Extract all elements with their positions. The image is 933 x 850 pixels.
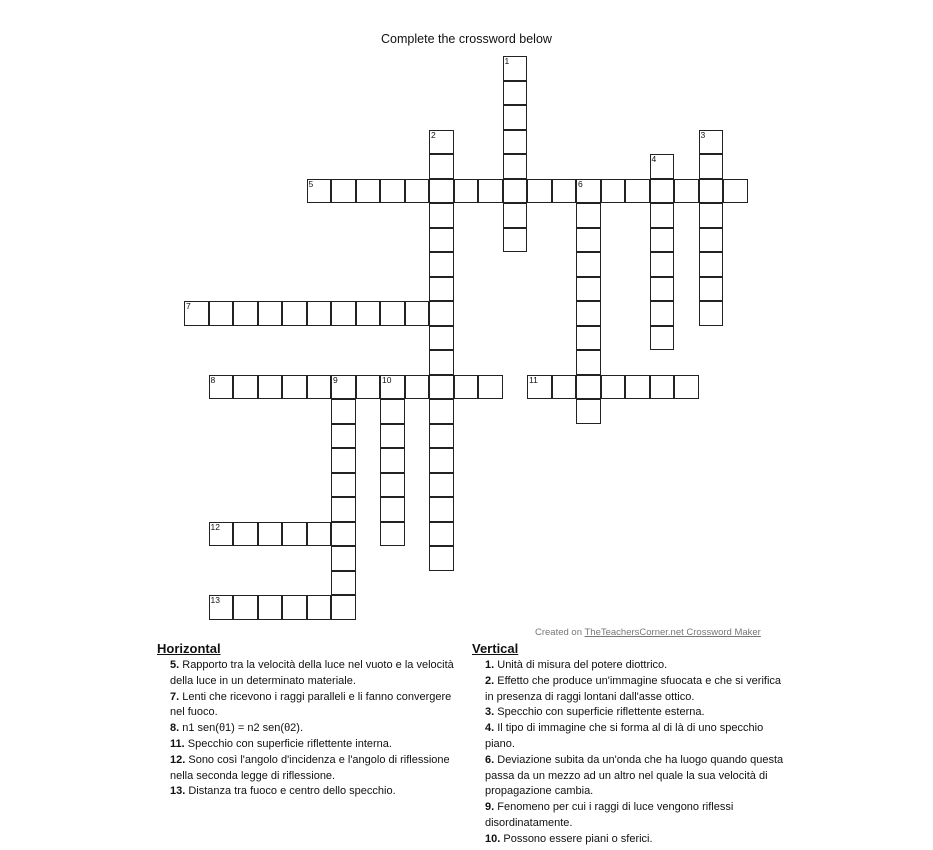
- crossword-cell[interactable]: [307, 301, 332, 326]
- clue-number-label: 1: [504, 56, 510, 66]
- clue-number-label: 10: [382, 374, 392, 385]
- crossword-cell[interactable]: [674, 375, 699, 400]
- crossword-cell[interactable]: [429, 424, 454, 449]
- crossword-cell[interactable]: [258, 375, 283, 400]
- horizontal-clues: [157, 641, 457, 800]
- crossword-cell[interactable]: [576, 228, 601, 253]
- crossword-cell[interactable]: [331, 522, 356, 547]
- clue-number: 6.: [485, 753, 495, 766]
- crossword-cell[interactable]: [209, 595, 234, 620]
- clue-number: 10.: [485, 832, 501, 845]
- crossword-cell[interactable]: [576, 179, 601, 204]
- crossword-cell[interactable]: [699, 179, 724, 204]
- horizontal-heading: Horizontal: [157, 641, 221, 656]
- crossword-cell[interactable]: [429, 228, 454, 253]
- clue-text: Possono essere piani o sferici.: [503, 832, 653, 845]
- crossword-cell[interactable]: [576, 301, 601, 326]
- crossword-cell[interactable]: [429, 497, 454, 522]
- crossword-cell[interactable]: [282, 595, 307, 620]
- crossword-cell[interactable]: [209, 522, 234, 547]
- clue-item: [157, 737, 457, 753]
- clue-item: [472, 753, 792, 800]
- crossword-cell[interactable]: [233, 522, 258, 547]
- crossword-cell[interactable]: [601, 375, 626, 400]
- crossword-cell[interactable]: [233, 375, 258, 400]
- crossword-cell[interactable]: [429, 252, 454, 277]
- crossword-cell[interactable]: [674, 179, 699, 204]
- crossword-cell[interactable]: [380, 522, 405, 547]
- crossword-cell[interactable]: [478, 179, 503, 204]
- crossword-cell[interactable]: [650, 203, 675, 228]
- credit-line: [535, 627, 761, 638]
- crossword-cell[interactable]: [331, 375, 356, 400]
- clue-text: Effetto che produce un'immagine sfuocata e che si verifica in presenza di raggi lontani dall'asse ottico.: [485, 674, 782, 703]
- crossword-cell[interactable]: [356, 179, 381, 204]
- crossword-cell[interactable]: [184, 301, 209, 326]
- crossword-cell[interactable]: [576, 350, 601, 375]
- crossword-cell[interactable]: [527, 179, 552, 204]
- crossword-cell[interactable]: [380, 424, 405, 449]
- clue-number-label: 6: [578, 178, 583, 189]
- crossword-cell[interactable]: [429, 130, 454, 155]
- credit-prefix: Created on: [535, 627, 585, 638]
- clue-number: 12.: [170, 753, 186, 766]
- clue-number-label: 7: [186, 301, 191, 311]
- crossword-cell[interactable]: [380, 375, 405, 400]
- crossword-cell[interactable]: [356, 301, 381, 326]
- crossword-cell[interactable]: [650, 154, 675, 179]
- clue-text: Distanza tra fuoco e centro dello specchio.: [188, 785, 396, 798]
- clue-number: 1.: [485, 659, 495, 671]
- crossword-cell[interactable]: [405, 179, 430, 204]
- crossword-cell[interactable]: [650, 179, 675, 204]
- crossword-cell[interactable]: [503, 81, 528, 106]
- crossword-cell[interactable]: [650, 326, 675, 351]
- crossword-cell[interactable]: [625, 179, 650, 204]
- crossword-cell[interactable]: [503, 105, 528, 130]
- crossword-cell[interactable]: [258, 301, 283, 326]
- clue-text: Il tipo di immagine che si forma al di là di uno specchio piano.: [485, 722, 764, 750]
- clue-number: 8.: [170, 722, 180, 735]
- crossword-cell[interactable]: [380, 399, 405, 424]
- crossword-cell[interactable]: [429, 522, 454, 547]
- crossword-cell[interactable]: [331, 473, 356, 498]
- crossword-cell[interactable]: [429, 473, 454, 498]
- clue-text: Lenti che ricevono i raggi paralleli e li fanno convergere nel fuoco.: [170, 690, 452, 719]
- clue-number: 2.: [485, 674, 495, 687]
- vertical-heading: Vertical: [472, 641, 519, 656]
- clue-number-label: 5: [308, 178, 314, 189]
- clue-text: n1 sen(θ1) = n2 sen(θ2).: [182, 722, 304, 735]
- clue-text: Rapporto tra la velocità della luce nel vuoto e la velocità della luce in un determinato materiale.: [170, 659, 454, 687]
- crossword-cell[interactable]: [380, 473, 405, 498]
- crossword-cell[interactable]: [699, 301, 724, 326]
- crossword-cell[interactable]: [307, 522, 332, 547]
- crossword-cell[interactable]: [307, 375, 332, 400]
- clue-number: 7.: [170, 690, 180, 703]
- crossword-cell[interactable]: [356, 375, 381, 400]
- crossword-cell[interactable]: [503, 130, 528, 155]
- vertical-clue-list: [472, 658, 792, 848]
- crossword-cell[interactable]: [429, 350, 454, 375]
- crossword-cell[interactable]: [380, 448, 405, 473]
- crossword-cell[interactable]: [331, 571, 356, 596]
- crossword-cell[interactable]: [307, 179, 332, 204]
- clue-text: Deviazione subita da un'onda che ha luogo quando questa passa da un mezzo ad un altro nel quale la sua velocità di propagazione cambia.: [485, 753, 784, 798]
- crossword-cell[interactable]: [429, 179, 454, 204]
- crossword-cell[interactable]: [429, 277, 454, 302]
- crossword-cell[interactable]: [650, 277, 675, 302]
- clue-number-label: 2: [431, 129, 436, 140]
- crossword-cell[interactable]: [723, 179, 748, 204]
- crossword-cell[interactable]: [405, 301, 430, 326]
- crossword-cell[interactable]: [209, 301, 234, 326]
- clue-item: [157, 658, 457, 690]
- crossword-cell[interactable]: [650, 252, 675, 277]
- clue-text: Specchio con superficie riflettente esterna.: [497, 706, 705, 719]
- crossword-cell[interactable]: [503, 203, 528, 228]
- crossword-cell[interactable]: [380, 179, 405, 204]
- clue-number: 3.: [485, 706, 495, 719]
- clue-item: [157, 784, 457, 800]
- clue-item: [472, 832, 792, 848]
- crossword-cell[interactable]: [699, 277, 724, 302]
- crossword-cell[interactable]: [380, 497, 405, 522]
- crossword-cell[interactable]: [331, 179, 356, 204]
- crossword-cell[interactable]: [650, 375, 675, 400]
- crossword-cell[interactable]: [576, 375, 601, 400]
- clue-number: 9.: [485, 801, 495, 814]
- clue-item: [157, 690, 457, 722]
- crossword-cell[interactable]: [282, 375, 307, 400]
- crossword-cell[interactable]: [331, 424, 356, 449]
- clue-text: Sono così l'angolo d'incidenza e l'angolo di riflessione nella seconda legge di riflessione.: [170, 753, 450, 782]
- crossword-cell[interactable]: [331, 546, 356, 571]
- clue-number-label: 9: [333, 374, 338, 385]
- clue-number: 11.: [170, 737, 185, 750]
- clue-number: 13.: [170, 785, 186, 798]
- crossword-cell[interactable]: [429, 326, 454, 351]
- crossword-cell[interactable]: [699, 154, 724, 179]
- crossword-cell[interactable]: [576, 399, 601, 424]
- crossword-cell[interactable]: [576, 277, 601, 302]
- crossword-cell[interactable]: [576, 326, 601, 351]
- clue-item: [157, 753, 457, 785]
- clue-number-label: 4: [651, 154, 657, 164]
- crossword-cell[interactable]: [429, 154, 454, 179]
- clue-text: Fenomeno per cui i raggi di luce vengono riflessi disordinatamente.: [485, 801, 734, 829]
- crossword-cell[interactable]: [331, 595, 356, 620]
- crossword-cell[interactable]: [576, 252, 601, 277]
- crossword-cell[interactable]: [503, 56, 528, 81]
- crossword-cell[interactable]: [233, 301, 258, 326]
- crossword-cell[interactable]: [699, 130, 724, 155]
- crossword-cell[interactable]: [429, 375, 454, 400]
- clue-number-label: 13: [210, 595, 220, 605]
- crossword-cell[interactable]: [601, 179, 626, 204]
- clue-number: 5.: [170, 659, 180, 671]
- crossword-cell[interactable]: [380, 301, 405, 326]
- page-title: Complete the crossword below: [381, 32, 552, 46]
- crossword-cell[interactable]: [429, 301, 454, 326]
- crossword-cell[interactable]: [307, 595, 332, 620]
- horizontal-clue-list: [157, 658, 457, 800]
- clue-number-label: 8: [210, 374, 216, 385]
- crossword-cell[interactable]: [454, 375, 479, 400]
- credit-link[interactable]: TheTeachersCorner.net Crossword Maker: [584, 627, 761, 638]
- clue-item: [472, 674, 792, 706]
- crossword-cell[interactable]: [650, 301, 675, 326]
- clue-item: [472, 658, 792, 674]
- clue-text: Specchio con superficie riflettente interna.: [187, 737, 392, 750]
- clue-number-label: 12: [210, 521, 220, 532]
- clue-text: Unità di misura del potere diottrico.: [497, 659, 668, 671]
- clue-item: [472, 705, 792, 721]
- crossword-cell[interactable]: [699, 228, 724, 253]
- crossword-cell[interactable]: [552, 179, 577, 204]
- crossword-cell[interactable]: [503, 179, 528, 204]
- crossword-cell[interactable]: [331, 448, 356, 473]
- crossword-cell[interactable]: [503, 228, 528, 253]
- crossword-cell[interactable]: [625, 375, 650, 400]
- crossword-cell[interactable]: [429, 203, 454, 228]
- crossword-cell[interactable]: [478, 375, 503, 400]
- crossword-cell[interactable]: [503, 154, 528, 179]
- crossword-cell[interactable]: [331, 497, 356, 522]
- crossword-cell[interactable]: [552, 375, 577, 400]
- clue-item: [472, 721, 792, 753]
- clue-number-label: 3: [700, 129, 706, 140]
- crossword-cell[interactable]: [527, 375, 552, 400]
- crossword-cell[interactable]: [429, 399, 454, 424]
- vertical-clues: [472, 641, 792, 848]
- crossword-cell[interactable]: [233, 595, 258, 620]
- crossword-cell[interactable]: [576, 203, 601, 228]
- clue-number-label: 11: [529, 374, 538, 385]
- crossword-cell[interactable]: [429, 448, 454, 473]
- crossword-cell[interactable]: [699, 252, 724, 277]
- crossword-cell[interactable]: [282, 301, 307, 326]
- crossword-cell[interactable]: [209, 375, 234, 400]
- crossword-cell[interactable]: [454, 179, 479, 204]
- clue-number: 4.: [485, 722, 495, 735]
- crossword-cell[interactable]: [699, 203, 724, 228]
- clue-item: [472, 800, 792, 832]
- crossword-cell[interactable]: [331, 301, 356, 326]
- crossword-cell[interactable]: [429, 546, 454, 571]
- crossword-cell[interactable]: [282, 522, 307, 547]
- crossword-cell[interactable]: [331, 399, 356, 424]
- crossword-cell[interactable]: [258, 595, 283, 620]
- clue-item: [157, 721, 457, 737]
- crossword-cell[interactable]: [258, 522, 283, 547]
- crossword-cell[interactable]: [650, 228, 675, 253]
- crossword-cell[interactable]: [405, 375, 430, 400]
